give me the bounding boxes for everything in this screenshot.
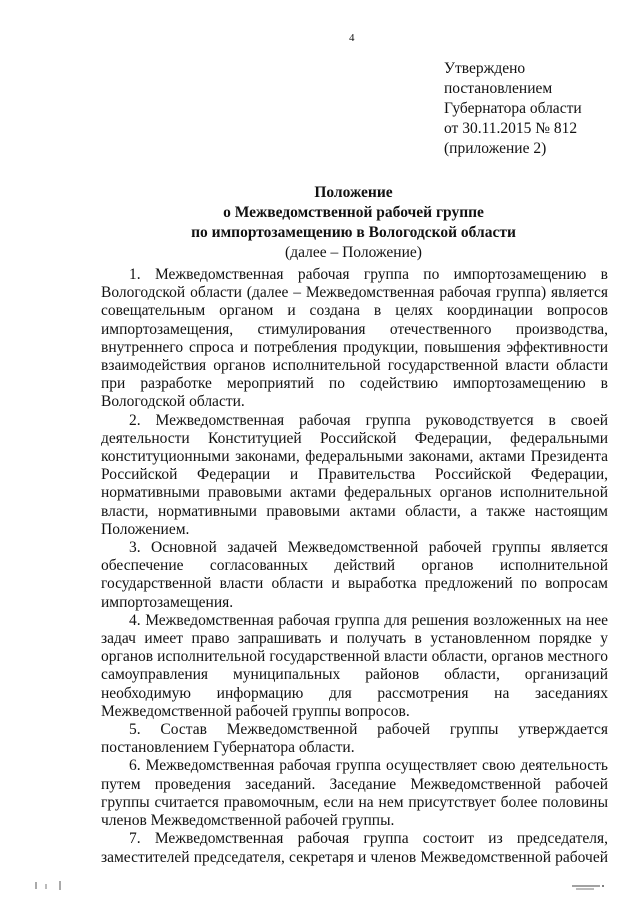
paragraph: 6. Межведомственная рабочая группа осуществляет свою деятельность путем проведения заседаний. Заседание Межведомственной рабочей группы считается правомочным, если на нем присутствует более половины членов Межведомственной рабочей группы. (101, 757, 608, 830)
scan-mark-icon (570, 880, 606, 892)
paragraph: 3. Основной задачей Межведомственной рабочей группы является обеспечение согласованных действий органов исполнительной государственной власти области и выработка предложений по вопросам импортозамещения. (101, 539, 608, 611)
approval-line: Губернатора области (444, 100, 582, 117)
paragraph: 1. Межведомственная рабочая группа по импортозамещению в Вологодской области (далее – Межведомственная рабочая группа) является совещательным органом и создана в целях координации вопросов импортозамещения, стимулирования отечественного производства, внутреннего спроса и потребления продукции, повышения эффективности взаимодействия органов исполнительной государственной власти области при разработке мероприятий по содействию импортозамещению в Вологодской области. (101, 266, 608, 411)
scan-mark-icon (34, 878, 66, 892)
title-line: Положение (314, 184, 393, 201)
approval-line: Утверждено (444, 60, 526, 77)
approval-stamp (444, 59, 582, 159)
approval-line: постановлением (444, 80, 553, 97)
approval-line: от 30.11.2015 № 812 (444, 120, 578, 137)
document-body (101, 266, 608, 867)
document-title (100, 183, 607, 263)
title-note: (далее – Положение) (285, 244, 422, 261)
approval-line: (приложение 2) (444, 140, 547, 157)
title-line: по импортозамещению в Вологодской области (191, 224, 516, 241)
paragraph: 5. Состав Межведомственной рабочей группы утверждается постановлением Губернатора области. (101, 721, 608, 757)
paragraph: 4. Межведомственная рабочая группа для решения возложенных на нее задач имеет право запрашивать и получать в установленном порядке у органов исполнительной государственной власти области, органов местного самоуправления муниципальных районов области, организаций необходимую информацию для рассмотрения на заседаниях Межведомственной рабочей группы вопросов. (101, 611, 608, 720)
page-number: 4 (349, 32, 355, 44)
paragraph: 2. Межведомственная рабочая группа руководствуется в своей деятельности Конституцией Российской Федерации, федеральными конституционными законами, федеральными законами, актами Президента Российской Федерации и Правительства Российской Федерации, нормативными правовыми актами федеральных органов исполнительной власти, нормативными правовыми актами области, а также настоящим Положением. (101, 411, 608, 538)
title-line: о Межведомственной рабочей группе (223, 204, 484, 221)
paragraph: 7. Межведомственная рабочая группа состоит из председателя, заместителей председателя, секретаря и членов Межведомственной рабочей (101, 830, 608, 866)
